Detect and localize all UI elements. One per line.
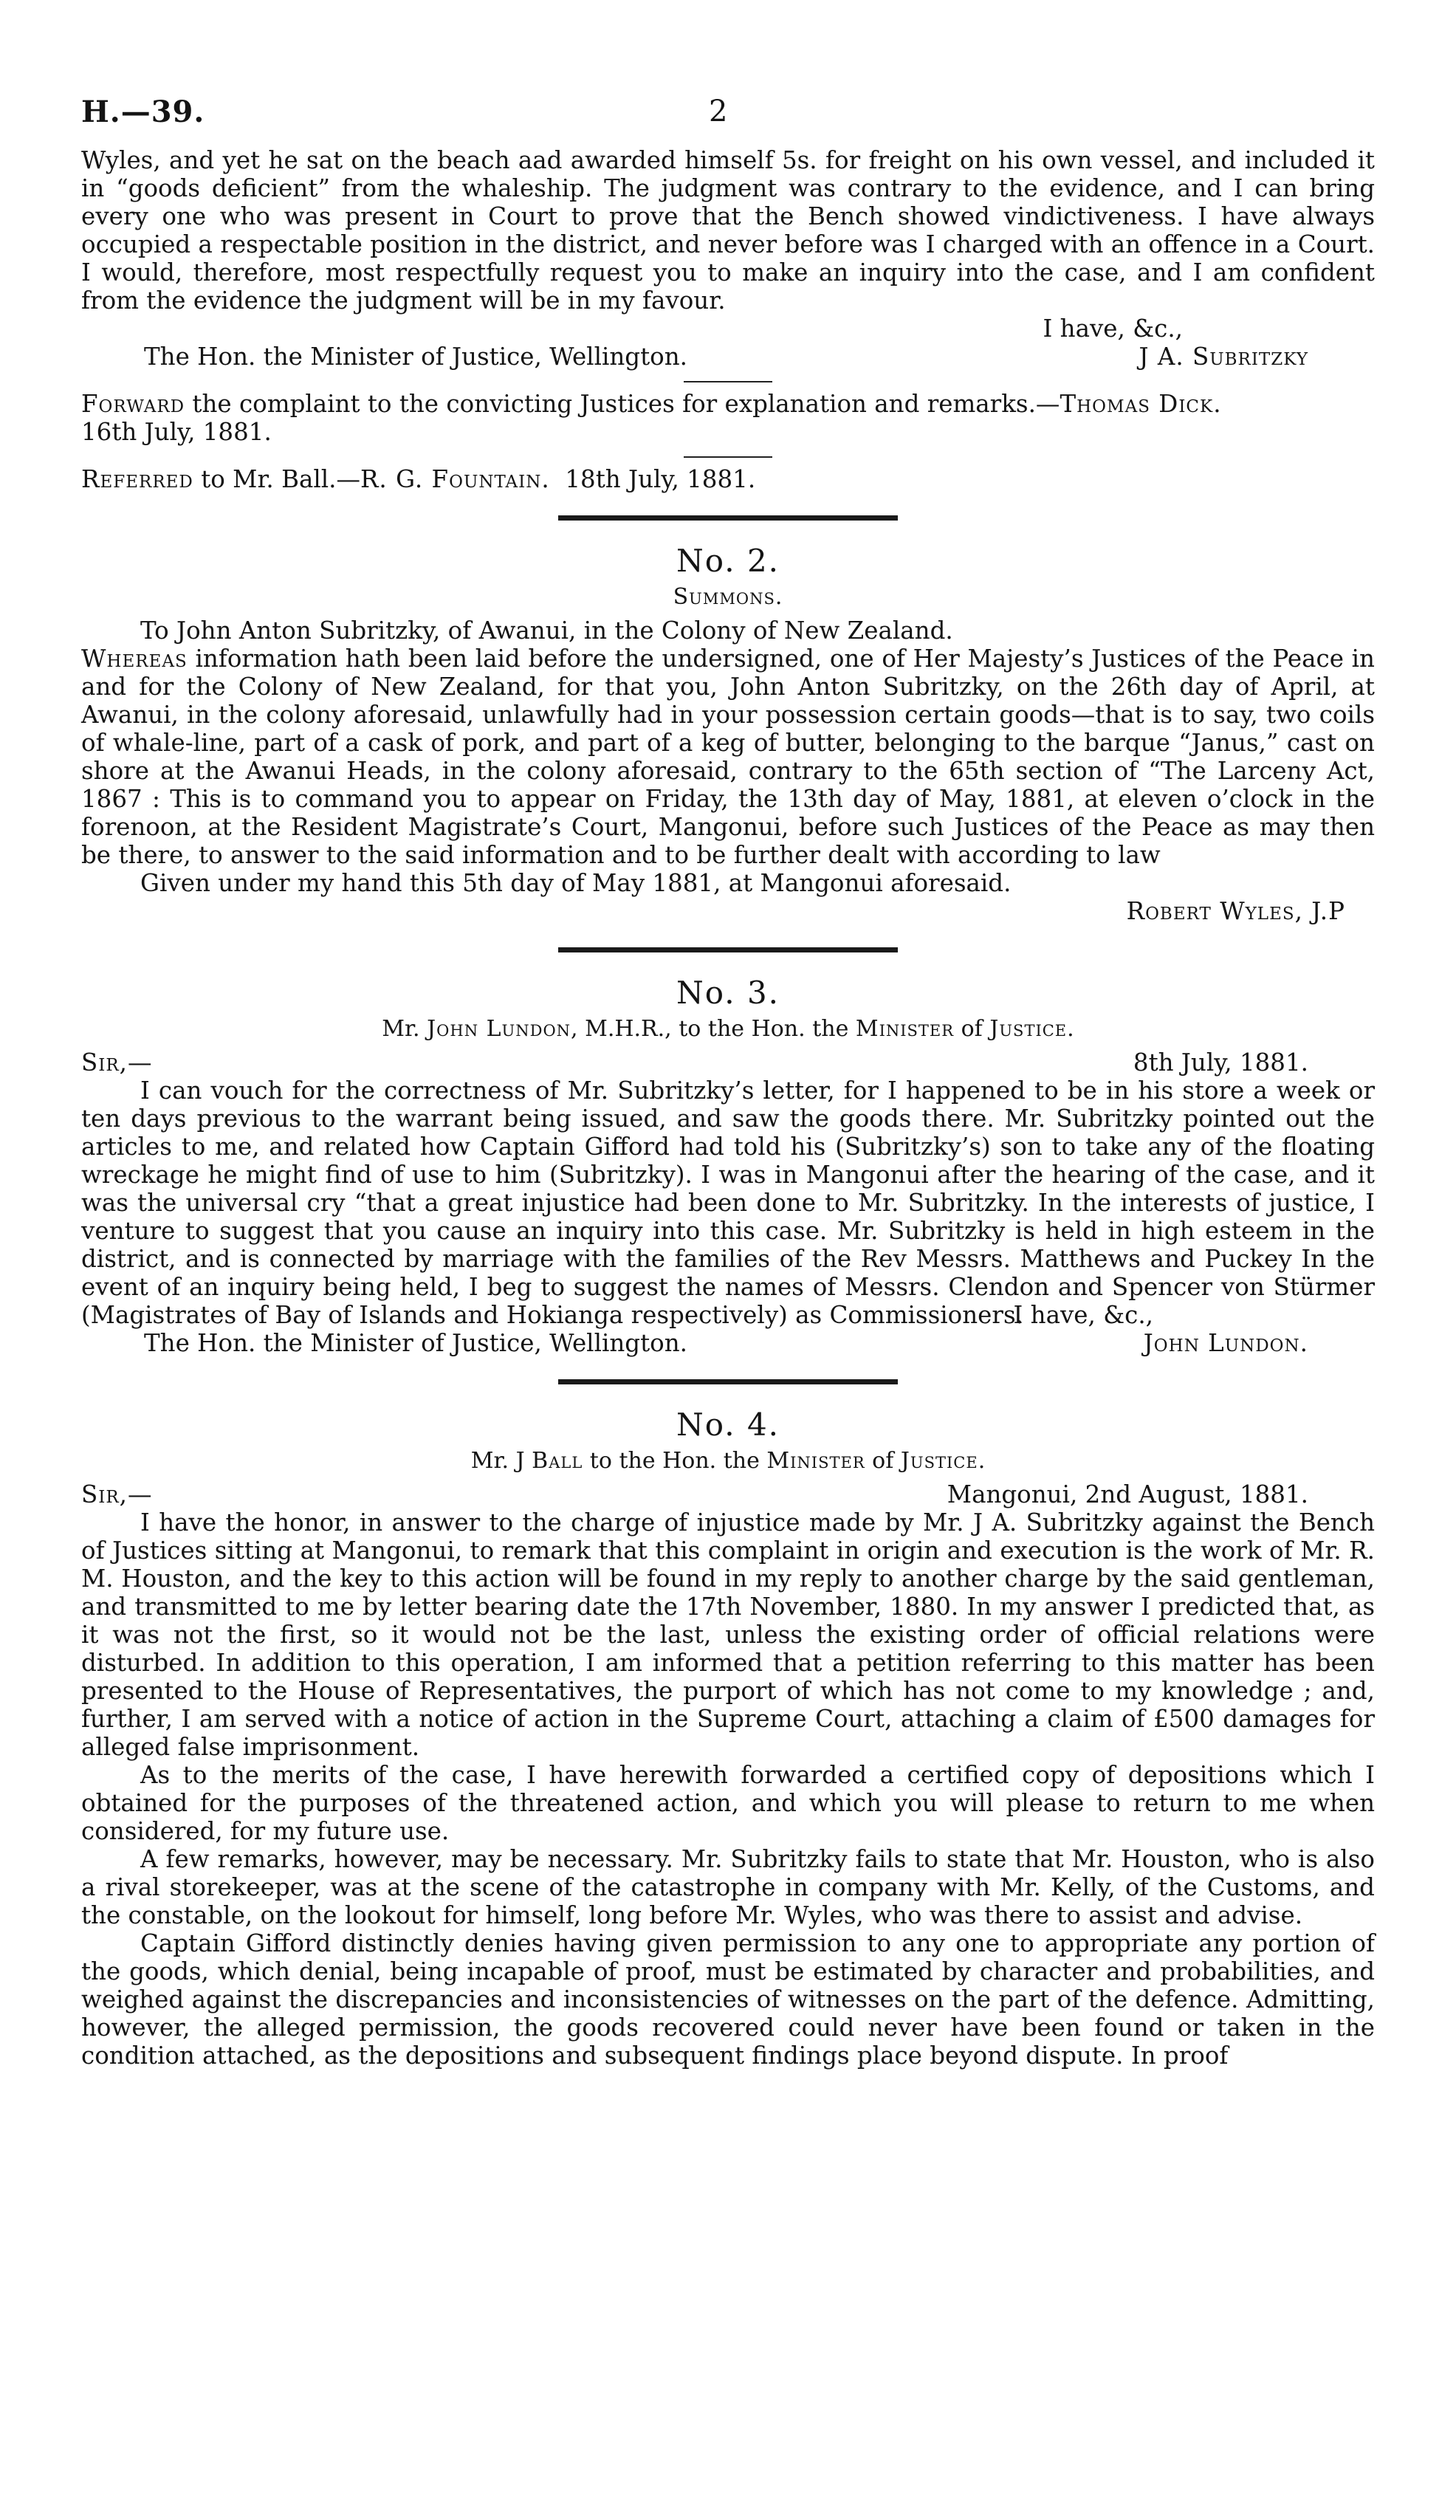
addressee: The Hon. the Minister of Justice, Wellington.	[144, 1329, 687, 1357]
minute-date: 18th July, 1881.	[565, 465, 756, 493]
section-title	[81, 1014, 1375, 1044]
letter-paragraph: Captain Gifford distinctly denies having given permission to any one to appropriate any portion of the goods, which denial, being incapable of proof, must be estimated by character and probabilities, and weighed against the discrepancies and inconsistencies of witnesses on the part of the defence. Admitting, however, the alleged permission, the goods recovered could never have been found or taken in the condition attached, as the depositions and subsequent findings place beyond dispute. In proof	[81, 1929, 1375, 2070]
page-number: 2	[709, 95, 728, 128]
signature: J A. Subritzky	[1139, 343, 1308, 371]
letter-paragraph: A few remarks, however, may be necessary. Mr. Subritzky fails to state that Mr. Houston, who is also a rival storekeeper, was at the scene of the catastrophe in company with Mr. Kelly, of the Customs, and the constable, on the lookout for himself, long before Mr. Wyles, who was there to assist and advise.	[81, 1845, 1375, 1929]
section-divider	[558, 947, 898, 952]
letter-paragraph: Wyles, and yet he sat on the beach aad awarded himself 5s. for freight on his own vessel, and included it in “goods deficient” from the whaleship. The judgment was contrary to the evidence, and I can bring every one who was present in Court to prove that the Bench showed vindictiveness. I have always occupied a respectable position in the district, and never before was I charged with an offence in a Court. I would, therefore, most respectfully request you to make an inquiry into the case, and I am confident from the evidence the judgment will be in my favour.	[81, 146, 1375, 315]
short-divider	[684, 381, 772, 382]
signature: John Lundon.	[1143, 1329, 1308, 1357]
title-part: , M.H.R., to the Hon. the	[571, 1016, 856, 1042]
title-name: John Lundon	[427, 1016, 571, 1042]
summons-text: information hath been laid before the undersigned, one of Her Majesty’s Justices of the Peace in and for the Colony of New Zealand, for that you, John Anton Subritzky, on the 26th day of April, at Awanui, in the colony aforesaid, unlawfully had in your possession certain goods—that is to say, two coils of whale-line, part of a cask of pork, and part of a keg of butter, belonging to the barque “Janus,” cast on shore at the Awanui Heads, in the colony aforesaid, contrary to the 65th section of “The Larceny Act, 1867 : This is to command you to appear on Friday, the 13th day of May, 1881, at eleven o’clock in the forenoon, at the Resident Magistrate’s Court, Mangonui, before such Justices of the Peace as may then be there, to answer to the said information and to be further dealt with according to law	[81, 645, 1375, 869]
section-number: No. 4.	[676, 1407, 780, 1443]
minute-text: the complaint to the convicting Justices for explanation and remarks.—	[185, 390, 1060, 418]
title-part: Mr. J	[470, 1448, 532, 1474]
title-part: of	[865, 1448, 901, 1474]
letter-head	[81, 1048, 1375, 1077]
title-part: of	[954, 1016, 990, 1042]
summons-given: Given under my hand this 5th day of May 1881, at Mangonui aforesaid.	[140, 869, 1012, 897]
summons-signature: Robert Wyles, J.P	[1126, 897, 1345, 925]
section-number: No. 3.	[676, 975, 780, 1011]
section-title	[81, 1446, 1375, 1476]
letter-closing: I have, &c.,	[1043, 315, 1183, 343]
title-part: to the Hon. the	[583, 1448, 767, 1474]
addressee: The Hon. the Minister of Justice, Wellington.	[144, 343, 687, 371]
salutation: Sir,—	[81, 1480, 153, 1508]
letter-date: Mangonui, 2nd August, 1881.	[947, 1480, 1308, 1508]
summons-body	[81, 645, 1375, 869]
title-office: Minister	[855, 1016, 955, 1042]
title-justice: Justice	[989, 1016, 1068, 1042]
section-title: Summons.	[673, 584, 783, 610]
summons-addressed: To John Anton Subritzky, of Awanui, in the Colony of New Zealand.	[140, 617, 953, 645]
letter-paragraph: I have the honor, in answer to the charge of injustice made by Mr. J A. Subritzky against the Bench of Justices sitting at Mangonui, to remark that this complaint in origin and execution is the work of Mr. R. M. Houston, and the key to this action will be found in my reply to another charge by the said gentleman, and transmitted to me by letter bearing date the 17th November, 1880. In my answer I predicted that, as it was not the first, so it would not be the last, unless the existing order of official relations were disturbed. In addition to this operation, I am informed that a petition referring to this matter has been presented to the House of Representatives, the purport of which has not come to my knowledge ; and, further, I am served with a notice of action in the Supreme Court, attaching a claim of £500 damages for alleged false imprisonment.	[81, 1508, 1375, 1761]
document-reference: H.—39.	[81, 95, 205, 129]
minute-signature: R. G. Fountain.	[360, 465, 550, 493]
section-divider	[558, 515, 898, 521]
signature-row	[81, 343, 1375, 371]
letter-head	[81, 1480, 1375, 1508]
minute-referred	[81, 465, 1375, 493]
minute-lead: Referred	[81, 465, 193, 493]
section-divider	[558, 1379, 898, 1384]
letter-closing: I have, &c.,	[1013, 1301, 1153, 1329]
title-part: .	[1067, 1016, 1074, 1042]
title-part: Mr.	[382, 1016, 427, 1042]
section-no-2	[81, 543, 1375, 925]
title-name: Ball	[532, 1448, 583, 1474]
letter-paragraph: As to the merits of the case, I have herewith forwarded a certified copy of depositions which I obtained for the purposes of the threatened action, and which you will please to return to me when considered, for my future use.	[81, 1761, 1375, 1845]
minute-signature: Thomas Dick.	[1060, 390, 1222, 418]
section-no-3	[81, 975, 1375, 1357]
salutation: Sir,—	[81, 1048, 153, 1077]
document-page	[81, 95, 1375, 2070]
letter-date: 8th July, 1881.	[1133, 1048, 1308, 1077]
minute-text: to Mr. Ball.—	[193, 465, 360, 493]
letter-body: I can vouch for the correctness of Mr. Subritzky’s letter, for I happened to be in his store a week or ten days previous to the warrant being issued, and saw the goods there. Mr. Subritzky pointed out the articles to me, and related how Captain Gifford had told his (Subritzky’s) son to take any of the floating wreckage he might find of use to him (Subritzky). I was in Mangonui after the hearing of the case, and it was the universal cry “that a great injustice had been done to Mr. Subritzky. In the interests of justice, I venture to suggest that you cause an inquiry into this case. Mr. Subritzky is held in high esteem in the district, and is connected by marriage with the families of the Rev Messrs. Matthews and Puckey In the event of an inquiry being held, I beg to suggest the names of Messrs. Clendon and Spencer von Stürmer (Magistrates of Bay of Islands and Hokianga respectively) as Commissioners.	[81, 1077, 1375, 1329]
section-number: No. 2.	[676, 543, 780, 579]
summons-lead: Whereas	[81, 645, 188, 673]
minute-date: 16th July, 1881.	[81, 418, 272, 446]
title-part: .	[978, 1448, 986, 1474]
title-justice: Justice	[900, 1448, 978, 1474]
letter-continuation	[81, 146, 1375, 493]
signature-row	[81, 1329, 1375, 1357]
minute-lead: Forward	[81, 390, 185, 418]
page-header	[81, 95, 1375, 146]
minute-forward	[81, 390, 1375, 418]
title-office: Minister	[766, 1448, 865, 1474]
short-divider	[684, 456, 772, 458]
section-no-4	[81, 1407, 1375, 2070]
